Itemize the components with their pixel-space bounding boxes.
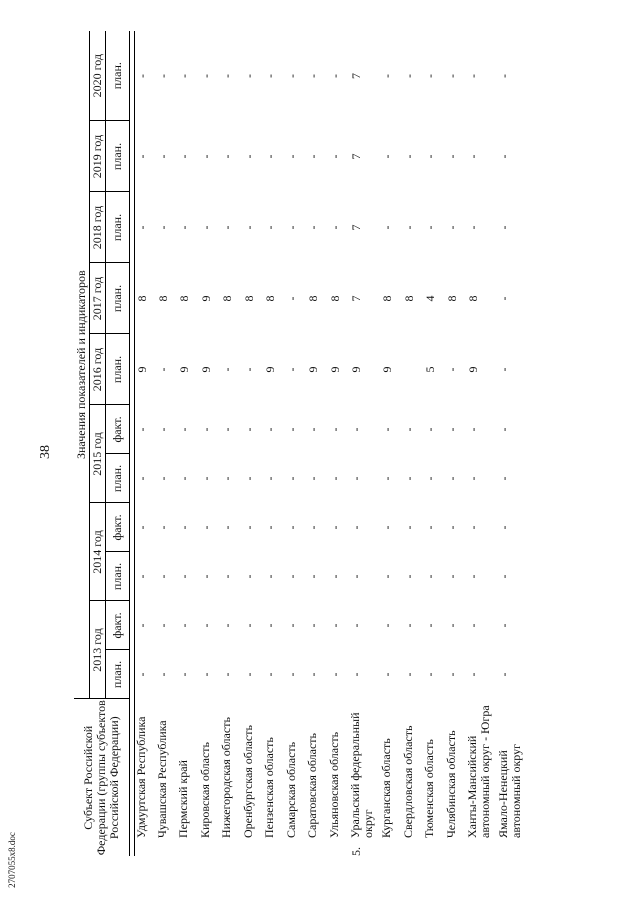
row-number (263, 842, 285, 856)
subject-name: Пензенская область (262, 737, 276, 838)
value-cell: - (241, 525, 256, 530)
value-cell: - (177, 427, 191, 432)
value-cell: - (327, 154, 342, 159)
value-cell: - (466, 623, 480, 628)
value-cell: 9 (327, 366, 342, 373)
value-cell: - (401, 73, 416, 78)
value-cell: - (466, 672, 480, 677)
value-cell: 9 (198, 366, 213, 373)
subject-name: Ульяновская область (326, 731, 341, 838)
value-cell: - (263, 574, 277, 579)
value-cell: - (284, 296, 299, 301)
value-cell: - (155, 574, 170, 579)
value-cell: - (380, 672, 394, 677)
value-cell: 7 (349, 295, 363, 302)
value-cell: - (155, 154, 170, 159)
value-cell: - (241, 476, 256, 481)
row-number (423, 842, 445, 856)
value-cell: - (220, 574, 234, 579)
year-header: 2013 год (89, 601, 105, 699)
value-cell: 8 (466, 295, 480, 302)
value-cell: - (198, 623, 213, 628)
value-cell: - (349, 476, 363, 481)
value-cell: - (327, 525, 342, 530)
table-row (466, 31, 497, 856)
value-cell: - (466, 73, 480, 78)
value-cell: - (444, 427, 459, 432)
subject-name: Ханты-Мансийский автономный округ - Югра (465, 705, 492, 838)
value-cell: - (466, 427, 480, 432)
value-cell: - (177, 623, 191, 628)
value-cell: - (241, 154, 256, 159)
value-cell: - (380, 525, 394, 530)
value-cell: 7 (349, 153, 363, 160)
value-cell: - (444, 154, 459, 159)
table-row (263, 31, 285, 856)
value-cell: - (306, 73, 320, 78)
table-row (402, 31, 424, 856)
value-cell: - (497, 367, 511, 372)
year-header: 2020 год (89, 31, 105, 121)
row-number (380, 842, 402, 856)
year-header: 2019 год (89, 121, 105, 192)
table-row (199, 31, 221, 856)
value-cell: - (466, 525, 480, 530)
table-row (177, 31, 199, 856)
value-cell: - (284, 574, 299, 579)
value-cell: - (155, 476, 170, 481)
table-row (220, 31, 242, 856)
value-cell: - (198, 574, 213, 579)
value-cell: - (284, 427, 299, 432)
subject-name: Свердловская область (400, 725, 415, 838)
value-cell: - (497, 225, 511, 230)
value-cell: - (263, 672, 277, 677)
value-cell: - (177, 672, 191, 677)
value-cell: - (220, 154, 234, 159)
value-cell: - (134, 623, 149, 628)
table-row (380, 31, 402, 856)
value-cell: - (220, 623, 234, 628)
plan-header: план. (105, 454, 129, 503)
value-cell: - (198, 525, 213, 530)
value-cell: - (401, 225, 416, 230)
value-cell: - (466, 225, 480, 230)
value-cell: - (444, 225, 459, 230)
value-cell: - (466, 154, 480, 159)
value-cell: - (306, 574, 320, 579)
value-cell: - (198, 427, 213, 432)
value-cell: 5 (423, 366, 437, 373)
value-cell: - (327, 476, 342, 481)
value-cell: - (444, 672, 459, 677)
plan-header: план. (105, 263, 129, 334)
value-cell: - (155, 225, 170, 230)
value-cell: - (241, 225, 256, 230)
value-cell: - (198, 476, 213, 481)
value-cell: - (306, 672, 320, 677)
value-cell: - (306, 476, 320, 481)
row-number (220, 842, 242, 856)
table-row (423, 31, 445, 856)
value-cell: - (349, 427, 363, 432)
value-cell: - (444, 525, 459, 530)
year-header: 2015 год (89, 405, 105, 503)
value-cell: - (155, 525, 170, 530)
row-number (497, 842, 528, 856)
value-cell: - (401, 672, 416, 677)
value-cell: - (401, 476, 416, 481)
value-cell: - (177, 225, 191, 230)
row-number: 5. (349, 847, 363, 856)
row-number (177, 842, 199, 856)
value-cell: - (401, 427, 416, 432)
value-cell: 8 (380, 295, 394, 302)
value-cell: - (263, 225, 277, 230)
value-cell: - (284, 154, 299, 159)
value-cell: - (423, 154, 437, 159)
row-number (134, 842, 156, 856)
table-row (285, 31, 307, 856)
row-number (445, 842, 467, 856)
subject-name: Чувашская Республика (154, 720, 169, 838)
value-cell: 8 (401, 295, 416, 302)
value-cell: 8 (263, 295, 277, 302)
value-cell: 9 (177, 366, 191, 373)
value-cell: - (349, 525, 363, 530)
row-number (285, 842, 307, 856)
subject-name: Тюменская область (422, 739, 436, 838)
value-cell: - (401, 154, 416, 159)
year-header: 2018 год (89, 192, 105, 263)
value-cell: - (423, 427, 437, 432)
value-cell: - (423, 574, 437, 579)
value-cell: - (444, 623, 459, 628)
fact-header: факт. (105, 405, 129, 454)
row-number (199, 842, 221, 856)
value-cell: - (497, 427, 511, 432)
row-number (466, 842, 497, 856)
value-cell: - (327, 225, 342, 230)
value-cell: - (134, 476, 149, 481)
value-cell: - (220, 672, 234, 677)
value-cell: - (263, 525, 277, 530)
value-cell: - (134, 427, 149, 432)
value-cell: - (284, 672, 299, 677)
subject-name: Курганская область (379, 738, 393, 838)
values-group-header: Значения показателей и индикаторов (74, 31, 89, 699)
row-number (328, 842, 350, 856)
value-cell: 8 (220, 295, 234, 302)
value-cell: - (423, 672, 437, 677)
value-cell: 9 (466, 366, 480, 373)
value-cell: - (444, 367, 459, 372)
value-cell: - (134, 525, 149, 530)
value-cell: - (327, 672, 342, 677)
value-cell: - (263, 73, 277, 78)
value-cell: - (497, 73, 511, 78)
value-cell: - (198, 225, 213, 230)
row-number (156, 842, 178, 856)
value-cell: - (220, 367, 234, 372)
value-cell: - (134, 73, 149, 78)
value-cell: - (423, 525, 437, 530)
value-cell: - (155, 672, 170, 677)
value-cell: - (306, 525, 320, 530)
value-cell: - (380, 225, 394, 230)
value-cell: - (327, 623, 342, 628)
subject-name: Саратовская область (305, 732, 319, 838)
value-cell: 9 (198, 295, 213, 302)
value-cell: - (327, 574, 342, 579)
fact-header: факт. (105, 601, 129, 650)
value-cell: - (497, 296, 511, 301)
value-cell: 8 (241, 295, 256, 302)
indicators-table (74, 31, 528, 856)
value-cell: - (327, 427, 342, 432)
rotated-table-container (74, 31, 621, 856)
value-cell (402, 334, 424, 405)
plan-header: план. (105, 334, 129, 405)
table-row (349, 31, 380, 856)
value-cell: - (241, 623, 256, 628)
subject-name: Самарская область (283, 741, 298, 838)
value-cell: - (241, 574, 256, 579)
value-cell: - (198, 672, 213, 677)
value-cell: - (198, 73, 213, 78)
value-cell: - (284, 73, 299, 78)
value-cell: - (401, 525, 416, 530)
value-cell: - (134, 225, 149, 230)
year-header: 2017 год (89, 263, 105, 334)
table-row (445, 31, 467, 856)
value-cell: - (134, 672, 149, 677)
subject-name: Ямало-Ненецкий автономный округ (496, 743, 523, 838)
value-cell: - (423, 73, 437, 78)
value-cell: - (497, 574, 511, 579)
value-cell: - (263, 427, 277, 432)
subject-name: Уральский федеральный округ (348, 712, 375, 838)
document-id: 2707055х8.doc (7, 832, 17, 888)
table-row (497, 31, 528, 856)
subject-column-header: Субъект Российской Федерации (группы субъектов Российской Федерации) (74, 699, 129, 856)
value-cell: - (401, 623, 416, 628)
value-cell: 9 (349, 366, 363, 373)
value-cell: - (423, 225, 437, 230)
value-cell: - (241, 73, 256, 78)
value-cell: - (349, 672, 363, 677)
value-cell: - (177, 73, 191, 78)
value-cell: - (220, 525, 234, 530)
value-cell: - (263, 154, 277, 159)
table-row (242, 31, 264, 856)
value-cell: 8 (177, 295, 191, 302)
value-cell: - (380, 574, 394, 579)
value-cell: - (155, 367, 170, 372)
subject-name: Пермский край (176, 760, 190, 838)
value-cell: - (349, 623, 363, 628)
plan-header: план. (105, 121, 129, 192)
value-cell: - (241, 367, 256, 372)
fact-header: факт. (105, 503, 129, 552)
value-cell: - (177, 154, 191, 159)
value-cell: - (177, 525, 191, 530)
table-row (306, 31, 328, 856)
subject-name: Кировская область (197, 741, 212, 838)
value-cell: - (241, 427, 256, 432)
value-cell: - (423, 476, 437, 481)
value-cell: 8 (155, 295, 170, 302)
value-cell: 9 (306, 366, 320, 373)
value-cell: - (444, 73, 459, 78)
value-cell: - (497, 476, 511, 481)
value-cell: - (306, 225, 320, 230)
value-cell: 7 (349, 224, 363, 231)
value-cell: 9 (380, 366, 394, 373)
row-number (306, 842, 328, 856)
value-cell: - (155, 427, 170, 432)
value-cell: - (155, 73, 170, 78)
value-cell: - (177, 476, 191, 481)
table-body (134, 31, 528, 856)
subject-name: Нижегородская область (219, 717, 233, 838)
value-cell: - (284, 225, 299, 230)
value-cell: - (306, 154, 320, 159)
value-cell: - (220, 427, 234, 432)
value-cell: - (380, 476, 394, 481)
value-cell: 7 (349, 72, 363, 79)
value-cell: - (327, 73, 342, 78)
value-cell: - (306, 623, 320, 628)
value-cell: - (198, 154, 213, 159)
subject-name: Оренбургская область (240, 725, 255, 838)
value-cell: 9 (134, 366, 149, 373)
value-cell: - (444, 476, 459, 481)
table-row (134, 31, 156, 856)
value-cell: - (401, 574, 416, 579)
value-cell: - (177, 574, 191, 579)
value-cell: - (380, 154, 394, 159)
value-cell: - (306, 427, 320, 432)
value-cell: - (380, 73, 394, 78)
value-cell: - (497, 672, 511, 677)
plan-header: план. (105, 192, 129, 263)
table-row (328, 31, 350, 856)
value-cell: - (220, 73, 234, 78)
value-cell: - (466, 476, 480, 481)
value-cell: - (380, 427, 394, 432)
value-cell: - (220, 476, 234, 481)
value-cell: - (284, 525, 299, 530)
plan-header: план. (105, 650, 129, 699)
value-cell: - (155, 623, 170, 628)
value-cell: - (444, 574, 459, 579)
value-cell: - (284, 623, 299, 628)
value-cell: 4 (423, 295, 437, 302)
year-header: 2014 год (89, 503, 105, 601)
value-cell: - (263, 623, 277, 628)
value-cell: - (220, 225, 234, 230)
value-cell: - (497, 154, 511, 159)
table-row (156, 31, 178, 856)
subject-name: Удмуртская Республика (133, 716, 148, 838)
value-cell: 8 (327, 295, 342, 302)
value-cell: - (497, 623, 511, 628)
value-cell: - (263, 476, 277, 481)
value-cell: - (423, 623, 437, 628)
value-cell: - (497, 525, 511, 530)
page-number: 38 (38, 445, 53, 459)
value-cell: - (466, 574, 480, 579)
row-number (402, 842, 424, 856)
value-cell: 9 (263, 366, 277, 373)
row-number (242, 842, 264, 856)
value-cell: - (241, 672, 256, 677)
value-cell: - (284, 367, 299, 372)
plan-header: план. (105, 31, 129, 121)
year-header: 2016 год (89, 334, 105, 405)
value-cell: - (134, 154, 149, 159)
value-cell: - (284, 476, 299, 481)
value-cell: 8 (444, 295, 459, 302)
subject-name: Челябинская область (443, 730, 458, 838)
plan-header: план. (105, 552, 129, 601)
value-cell: - (134, 574, 149, 579)
value-cell: 8 (306, 295, 320, 302)
value-cell: - (380, 623, 394, 628)
value-cell: - (349, 574, 363, 579)
value-cell: 8 (134, 295, 149, 302)
